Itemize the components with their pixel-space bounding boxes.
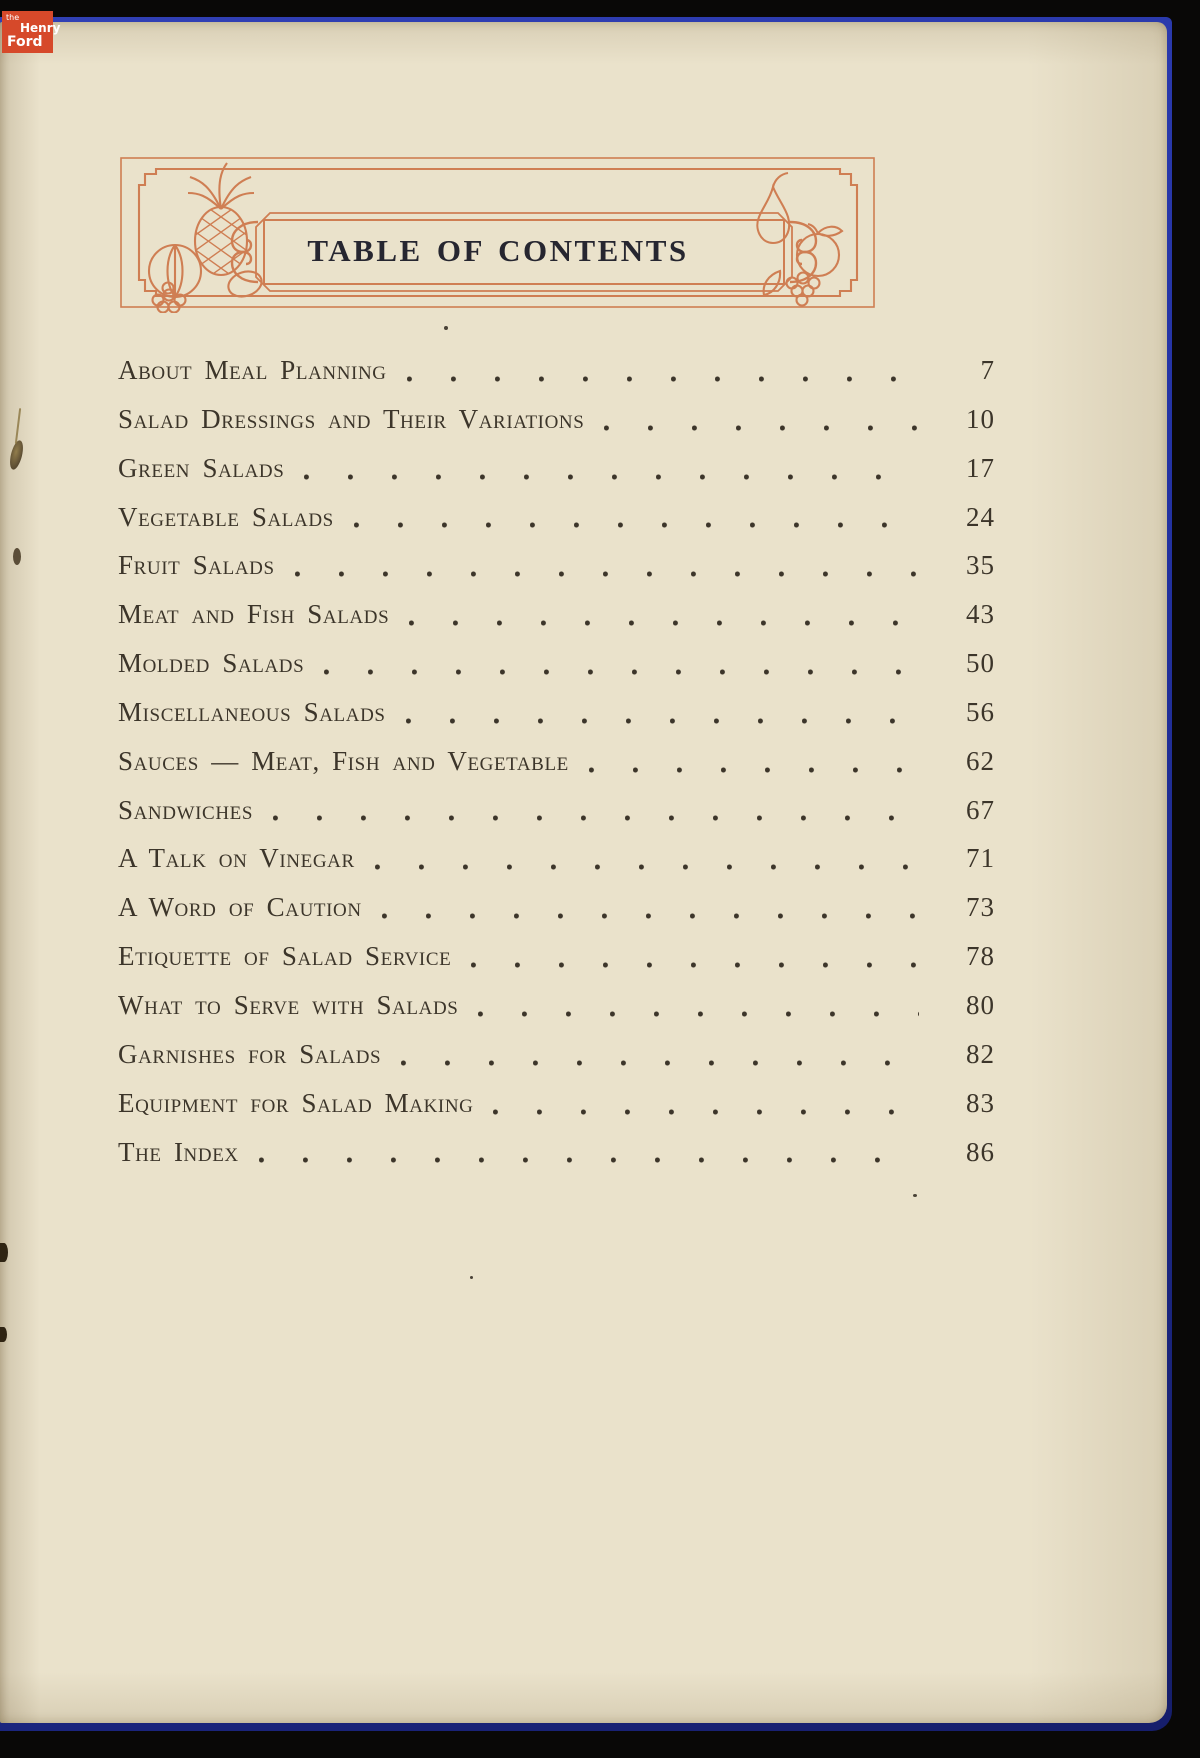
toc-entry — [118, 1030, 995, 1079]
toc-entry-label: Garnishes for Salads — [118, 1038, 382, 1069]
dot-leader — [478, 1011, 919, 1017]
dot-leader — [295, 571, 919, 577]
toc-entry-label: Vegetable Salads — [118, 501, 334, 532]
dot-leader — [259, 1157, 919, 1163]
toc-entry-page-number: 50 — [966, 648, 995, 679]
toc-entry — [118, 541, 995, 590]
toc-entry-page-number: 7 — [980, 355, 995, 385]
dot-leader — [493, 1109, 919, 1115]
toc-entry-label: Fruit Salads — [118, 550, 275, 581]
toc-list — [118, 346, 995, 1176]
logo-text-the: the — [6, 13, 20, 22]
toc-entry-label: Salad Dressings and Their Variations — [118, 403, 585, 434]
toc-entry-label: About Meal Planning — [118, 355, 387, 385]
dot-leader — [471, 962, 919, 968]
toc-entry-label: Meat and Fish Salads — [118, 599, 390, 630]
logo-text-henry: Henry — [20, 21, 61, 35]
toc-entry-label: A Talk on Vinegar — [118, 843, 355, 874]
toc-entry — [118, 737, 995, 786]
toc-entry — [118, 395, 995, 444]
toc-entry-page-number: 67 — [966, 794, 995, 825]
toc-entry-page-number: 86 — [966, 1136, 995, 1167]
toc-entry-page-number: 17 — [966, 452, 995, 483]
dot-leader — [409, 620, 919, 626]
toc-entry — [118, 590, 995, 639]
dot-leader — [375, 864, 919, 870]
toc-entry-label: Sandwiches — [118, 794, 254, 825]
toc-entry-label: Molded Salads — [118, 648, 305, 679]
toc-entry-page-number: 71 — [966, 843, 995, 874]
paper-speck — [470, 1276, 473, 1279]
toc-entry — [118, 639, 995, 688]
toc-entry-page-number: 73 — [966, 892, 995, 923]
dot-leader — [604, 425, 919, 431]
toc-entry-page-number: 35 — [966, 550, 995, 581]
toc-entry-page-number: 82 — [966, 1038, 995, 1069]
toc-entry-page-number: 62 — [966, 745, 995, 776]
toc-entry — [118, 786, 995, 835]
toc-entry-label: Equipment for Salad Making — [118, 1087, 474, 1118]
toc-entry-label: Etiquette of Salad Service — [118, 941, 452, 972]
toc-entry-page-number: 83 — [966, 1087, 995, 1118]
paper-speck — [444, 326, 448, 330]
dot-leader — [324, 669, 919, 675]
toc-entry — [118, 444, 995, 493]
dot-leader — [401, 1060, 919, 1066]
toc-entry-label: Sauces — Meat, Fish and Vegetable — [118, 745, 569, 776]
toc-entry — [118, 834, 995, 883]
toc-entry-page-number: 78 — [966, 941, 995, 972]
binding-stitch — [0, 1327, 7, 1342]
binding-stitch — [13, 548, 21, 565]
toc-entry-page-number: 80 — [966, 989, 995, 1020]
toc-entry — [118, 346, 995, 395]
toc-entry-page-number: 24 — [966, 501, 995, 532]
toc-entry-label: A Word of Caution — [118, 892, 362, 923]
toc-entry-label: Miscellaneous Salads — [118, 696, 386, 727]
toc-entry — [118, 932, 995, 981]
toc-entry — [118, 981, 995, 1030]
toc-entry-page-number: 10 — [966, 403, 995, 434]
toc-entry — [118, 688, 995, 737]
dot-leader — [273, 815, 919, 821]
binding-stitch — [0, 1243, 8, 1262]
toc-entry — [118, 493, 995, 542]
dot-leader — [304, 474, 919, 480]
dot-leader — [406, 718, 919, 724]
dot-leader — [354, 522, 919, 528]
toc-entry-label: Green Salads — [118, 452, 285, 483]
page-title: TABLE OF CONTENTS — [307, 233, 689, 268]
toc-entry-label: The Index — [118, 1136, 239, 1167]
toc-entry-label: What to Serve with Salads — [118, 989, 459, 1020]
paper-speck — [913, 1194, 917, 1197]
dot-leader — [589, 767, 919, 773]
henry-ford-logo — [2, 11, 61, 53]
toc-entry — [118, 1128, 995, 1177]
toc-entry-page-number: 43 — [966, 599, 995, 630]
logo-text-ford: Ford — [7, 34, 43, 50]
toc-entry-page-number: 56 — [966, 696, 995, 727]
toc-entry — [118, 883, 995, 932]
toc-entry — [118, 1079, 995, 1128]
dot-leader — [407, 376, 919, 382]
dot-leader — [382, 913, 919, 919]
